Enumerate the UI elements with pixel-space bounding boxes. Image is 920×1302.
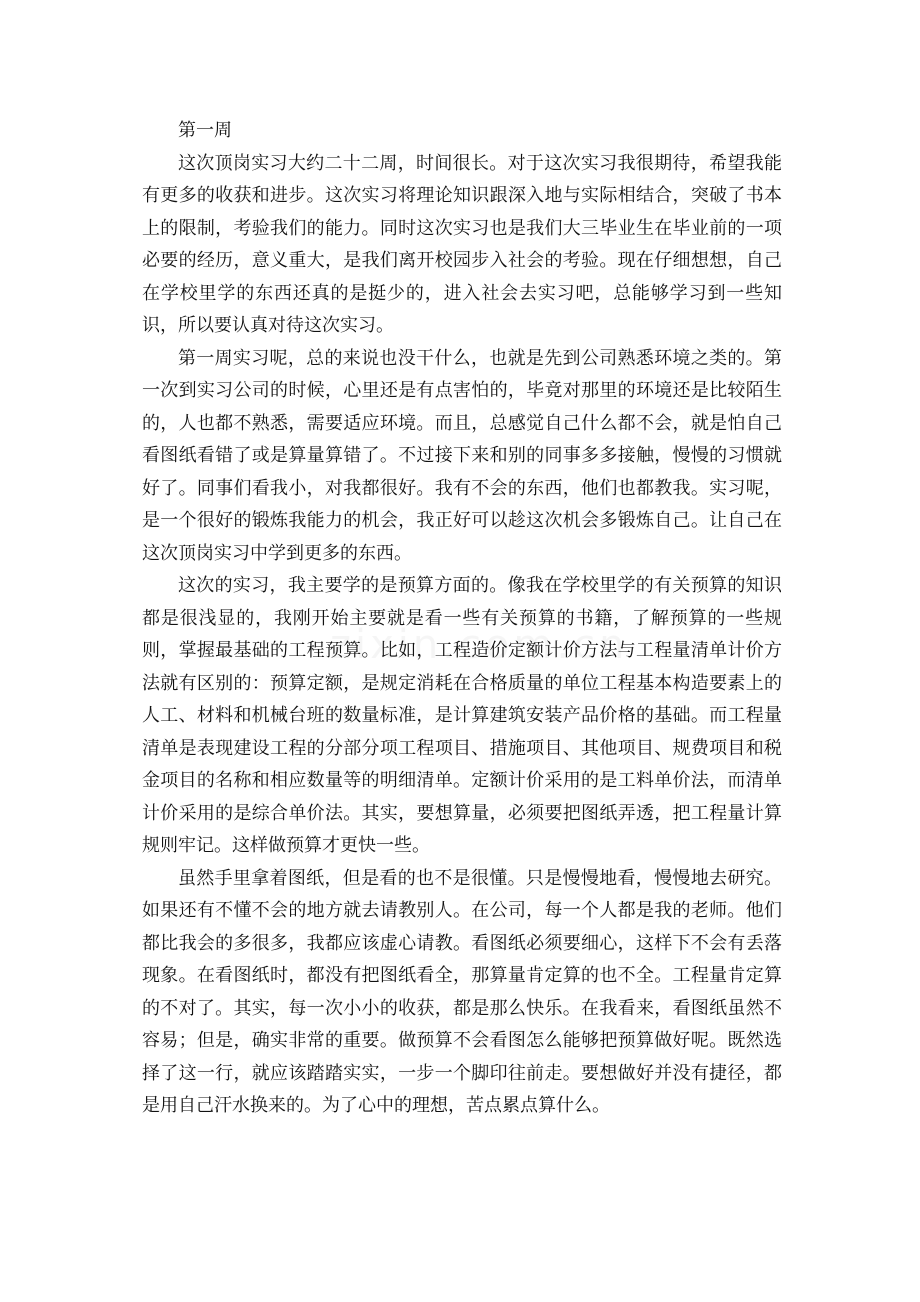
paragraph-3: 这次的实习，我主要学的是预算方面的。像我在学校里学的有关预算的知识都是很浅显的，我刚开始主要就是看一些有关预算的书籍，了解预算的一些规则，掌握最基础的工程预算。比如，工程造价定额计价方法与工程量清单计价方法就有区别的：预算定额，是规定消耗在合格质量的单位工程基本构造要素上的人工、材料和机械台班的数量标准，是计算建筑安装产品价格的基础。而工程量清单是表现建设工程的分部分项工程项目、措施项目、其他项目、规费项目和税金项目的名称和相应数量等的明细清单。定额计价采用的是工料单价法，而清单计价采用的是综合单价法。其实，要想算量，必须要把图纸弄透，把工程量计算规则牢记。这样做预算才更快一些。 — [142, 575, 782, 856]
paragraph-4: 虽然手里拿着图纸，但是看的也不是很懂。只是慢慢地看，慢慢地去研究。如果还有不懂不会的地方就去请教别人。在公司，每一个人都是我的老师。他们都比我会的多很多，我都应该虚心请教。看图纸必须要细心，这样下不会有丢落现象。在看图纸时，都没有把图纸看全，那算量肯定算的也不全。工程量肯定算的不对了。其实，每一次小小的收获，都是那么快乐。在我看来，看图纸虽然不容易；但是，确实非常的重要。做预算不会看图怎么能够把预算做好呢。既然选择了这一行，就应该踏踏实实，一步一个脚印往前走。要想做好并没有捷径，都是用自己汗水换来的。为了心中的理想，苦点累点算什么。 — [142, 867, 782, 1116]
section-heading: 第一周 — [178, 120, 232, 141]
paragraph-2: 第一周实习呢，总的来说也没干什么，也就是先到公司熟悉环境之类的。第一次到实习公司的时候，心里还是有点害怕的，毕竟对那里的环境还是比较陌生的，人也都不熟悉，需要适应环境。而且，总感觉自己什么都不会，就是怕自己看图纸看错了或是算量算错了。不过接下来和别的同事多多接触，慢慢的习惯就好了。同事们看我小，对我都很好。我有不会的东西，他们也都教我。实习呢，是一个很好的锻炼我能力的机会，我正好可以趁这次机会多锻炼自己。让自己在这次顶岗实习中学到更多的东西。 — [142, 347, 782, 564]
paragraph-1: 这次顶岗实习大约二十二周，时间很长。对于这次实习我很期待，希望我能有更多的收获和进步。这次实习将理论知识跟深入地与实际相结合，突破了书本上的限制，考验我们的能力。同时这次实习也是我们大三毕业生在毕业前的一项必要的经历，意义重大，是我们离开校园步入社会的考验。现在仔细想想，自己在学校里学的东西还真的是挺少的，进入社会去实习吧，总能够学习到一些知识，所以要认真对待这次实习。 — [142, 152, 782, 336]
document-body — [142, 115, 782, 1123]
